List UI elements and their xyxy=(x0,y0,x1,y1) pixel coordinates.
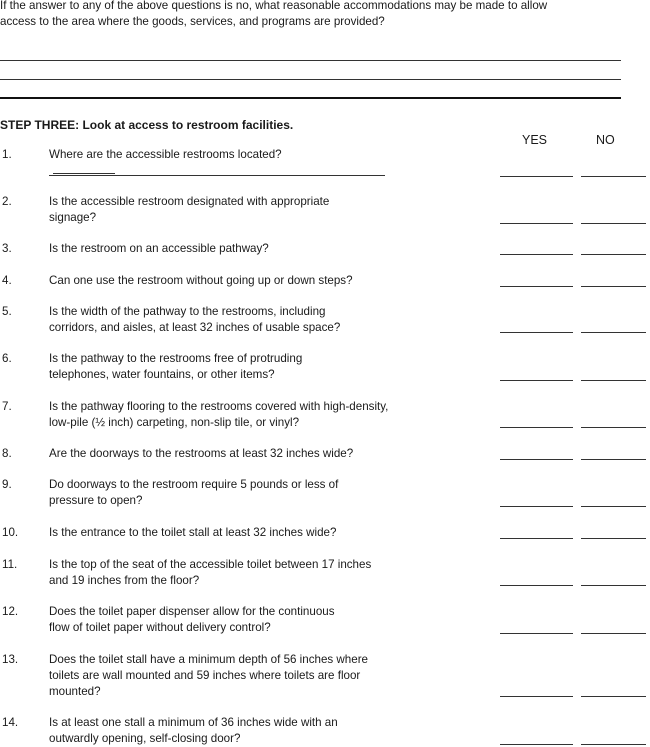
step-three-heading: STEP THREE: Look at access to restroom facilities. xyxy=(0,118,294,132)
question-line: Does the toilet stall have a minimum depth of 56 inches where xyxy=(49,653,368,666)
yes-blank[interactable] xyxy=(500,633,573,634)
yes-blank[interactable] xyxy=(500,585,573,586)
question-text xyxy=(49,715,469,747)
question-text xyxy=(49,241,469,257)
no-blank[interactable] xyxy=(581,176,646,177)
answer-line-1[interactable] xyxy=(0,60,621,61)
question-number: 3. xyxy=(2,242,12,255)
no-column-header: NO xyxy=(596,133,615,147)
yes-blank[interactable] xyxy=(500,223,573,224)
question-number: 13. xyxy=(2,653,19,666)
question-number: 9. xyxy=(2,478,12,491)
no-blank[interactable] xyxy=(581,696,646,697)
no-blank[interactable] xyxy=(581,427,646,428)
question-line: Are the doorways to the restrooms at least 32 inches wide? xyxy=(49,447,354,460)
question-line: outwardly opening, self-closing door? xyxy=(49,732,241,745)
yes-blank[interactable] xyxy=(500,427,573,428)
question-line: corridors, and aisles, at least 32 inches of usable space? xyxy=(49,321,341,334)
no-blank[interactable] xyxy=(581,633,646,634)
question-number: 7. xyxy=(2,400,12,413)
question-line: Is the width of the pathway to the restrooms, including xyxy=(49,305,326,318)
no-blank[interactable] xyxy=(581,332,646,333)
question-line: toilets are wall mounted and 59 inches where toilets are floor xyxy=(49,669,361,682)
question-text xyxy=(49,194,469,226)
question-line: telephones, water fountains, or other items? xyxy=(49,368,275,381)
question-line: Is the top of the seat of the accessible toilet between 17 inches xyxy=(49,558,372,571)
question-line: pressure to open? xyxy=(49,494,143,507)
yes-column-header: YES xyxy=(522,133,548,147)
question-line: Is the accessible restroom designated with appropriate xyxy=(49,195,330,208)
yes-blank[interactable] xyxy=(500,380,573,381)
no-blank[interactable] xyxy=(581,744,646,745)
question-line: flow of toilet paper without delivery control? xyxy=(49,621,271,634)
question-line: Is the entrance to the toilet stall at least 32 inches wide? xyxy=(49,526,337,539)
no-blank[interactable] xyxy=(581,585,646,586)
location-blank[interactable] xyxy=(53,163,115,174)
question-text xyxy=(49,477,469,509)
no-blank[interactable] xyxy=(581,286,646,287)
question-line: mounted? xyxy=(49,685,101,698)
yes-blank[interactable] xyxy=(500,332,573,333)
no-blank[interactable] xyxy=(581,380,646,381)
intro-line-1: If the answer to any of the above questions is no, what reasonable accommodations may be made to allow xyxy=(0,0,548,12)
question-line: Is at least one stall a minimum of 36 inches wide with an xyxy=(49,716,338,729)
question-text xyxy=(49,399,469,431)
question-number: 1. xyxy=(2,148,12,161)
yes-blank[interactable] xyxy=(500,696,573,697)
no-blank[interactable] xyxy=(581,223,646,224)
question-number: 4. xyxy=(2,274,12,287)
question-number: 8. xyxy=(2,447,12,460)
question-number: 14. xyxy=(2,716,19,729)
question-text xyxy=(49,652,469,700)
question-text xyxy=(49,604,469,636)
no-blank[interactable] xyxy=(581,254,646,255)
location-blank-line-2[interactable] xyxy=(49,175,385,176)
question-text xyxy=(49,525,469,541)
question-line: and 19 inches from the floor? xyxy=(49,574,200,587)
section-divider xyxy=(0,97,621,99)
question-text xyxy=(49,273,469,289)
no-blank[interactable] xyxy=(581,538,646,539)
question-line: Is the restroom on an accessible pathway? xyxy=(49,242,269,255)
question-number: 5. xyxy=(2,305,12,318)
question-text xyxy=(49,557,469,589)
question-number: 6. xyxy=(2,352,12,365)
no-blank[interactable] xyxy=(581,506,646,507)
question-line: Is the pathway to the restrooms free of protruding xyxy=(49,352,303,365)
question-line: low-pile (½ inch) carpeting, non-slip tile, or vinyl? xyxy=(49,416,300,429)
question-line: Do doorways to the restroom require 5 pounds or less of xyxy=(49,478,339,491)
yes-blank[interactable] xyxy=(500,176,573,177)
question-number: 11. xyxy=(2,558,18,571)
question-line: Is the pathway flooring to the restrooms covered with high-density, xyxy=(49,400,389,413)
question-number: 10. xyxy=(2,526,19,539)
yes-blank[interactable] xyxy=(500,286,573,287)
yes-blank[interactable] xyxy=(500,459,573,460)
yes-blank[interactable] xyxy=(500,744,573,745)
question-text xyxy=(49,304,469,336)
question-text xyxy=(49,446,469,462)
no-blank[interactable] xyxy=(581,459,646,460)
yes-blank[interactable] xyxy=(500,254,573,255)
question-line: Where are the accessible restrooms located? xyxy=(49,148,282,161)
question-text xyxy=(49,147,469,174)
question-line: Does the toilet paper dispenser allow for the continuous xyxy=(49,605,335,618)
question-text xyxy=(49,351,469,383)
question-number: 2. xyxy=(2,195,12,208)
yes-blank[interactable] xyxy=(500,538,573,539)
question-number: 12. xyxy=(2,605,19,618)
question-line: Can one use the restroom without going up or down steps? xyxy=(49,274,353,287)
answer-line-2[interactable] xyxy=(0,79,621,80)
yes-blank[interactable] xyxy=(500,506,573,507)
question-line: signage? xyxy=(49,211,97,224)
intro-line-2: access to the area where the goods, services, and programs are provided? xyxy=(0,15,385,28)
